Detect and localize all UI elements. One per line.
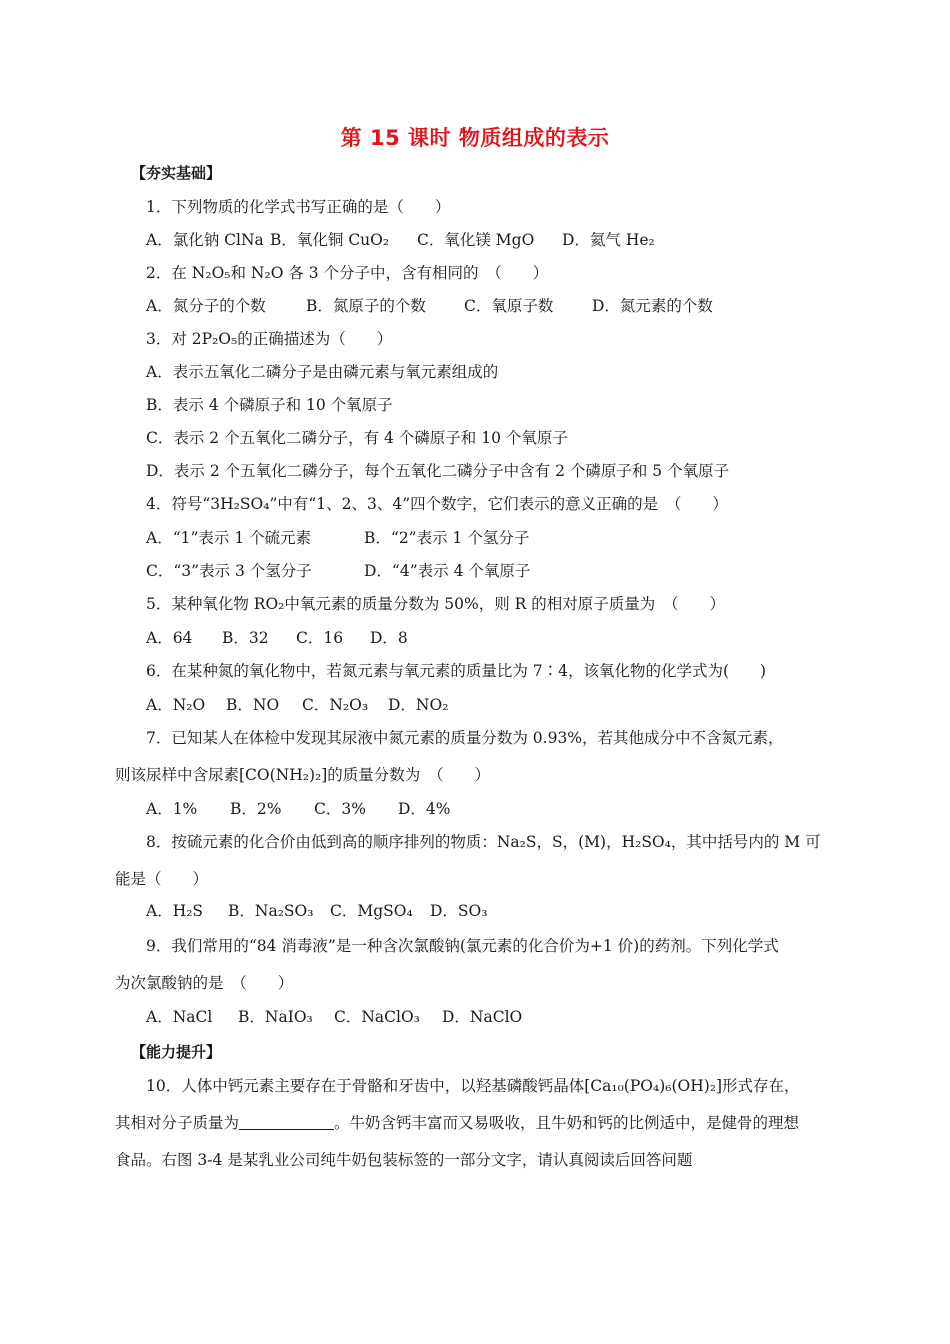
- question-6-stem: 6．在某种氮的氧化物中，若氮元素与氧元素的质量比为 7∶4，该氧化物的化学式为( ): [146, 662, 767, 680]
- question-9-stem-line2: 为次氯酸钠的是 （ ）: [115, 974, 294, 992]
- q2-option-a: A．氮分子的个数: [146, 297, 266, 315]
- q8-option-b: B．Na₂SO₃: [228, 902, 314, 920]
- question-3-stem: 3．对 2P₂O₅的正确描述为（ ）: [146, 330, 393, 348]
- q3-option-a: A．表示五氧化二磷分子是由磷元素与氧元素组成的: [146, 363, 499, 381]
- q4-option-d: D．“4”表示 4 个氧原子: [364, 562, 531, 580]
- page-title: 第 15 课时 物质组成的表示: [340, 126, 610, 150]
- q4-option-b: B．“2”表示 1 个氢分子: [364, 529, 530, 547]
- question-8-stem-line2: 能是（ ）: [115, 870, 209, 888]
- q6-option-b: B．NO: [226, 696, 280, 714]
- question-1-options: [146, 229, 871, 251]
- q7-option-d: D．4%: [398, 800, 451, 818]
- q6-option-d: D．NO₂: [388, 696, 449, 714]
- q10-text-after-blank: 。牛奶含钙丰富而又易吸收，且牛奶和钙的比例适中，是健骨的理想: [334, 1114, 800, 1132]
- q4-option-a: A．“1”表示 1 个硫元素: [146, 529, 312, 547]
- q9-option-c: C．NaClO₃: [334, 1008, 420, 1026]
- q3-option-d: D．表示 2 个五氧化二磷分子，每个五氧化二磷分子中含有 2 个磷原子和 5 个氧原子: [146, 462, 730, 480]
- q3-option-c: C．表示 2 个五氧化二磷分子，有 4 个磷原子和 10 个氧原子: [146, 429, 568, 447]
- q8-option-d: D．SO₃: [430, 902, 488, 920]
- question-10-line3: 食品。右图 3-4 是某乳业公司纯牛奶包装标签的一部分文字，请认真阅读后回答问题: [115, 1151, 693, 1169]
- question-5-options: [146, 627, 871, 649]
- q5-option-d: D．8: [370, 629, 408, 647]
- q1-option-d: D．氦气 He₂: [562, 231, 655, 249]
- question-5-stem: 5．某种氧化物 RO₂中氧元素的质量分数为 50%，则 R 的相对原子质量为 （ ）: [146, 595, 726, 613]
- q5-option-b: B．32: [222, 629, 269, 647]
- q6-option-a: A．N₂O: [146, 696, 206, 714]
- q8-option-a: A．H₂S: [146, 902, 204, 920]
- question-8-stem-line1: 8．按硫元素的化合价由低到高的顺序排列的物质：Na₂S，S，(M)，H₂SO₄，其中括号内的 M 可: [146, 833, 821, 851]
- question-4-options-cd: [146, 560, 871, 582]
- question-7-stem-line1: 7．已知某人在体检中发现其尿液中氮元素的质量分数为 0.93%，若其他成分中不含氮元素，: [146, 729, 784, 747]
- question-4-options-ab: [146, 527, 871, 549]
- q9-option-d: D．NaClO: [442, 1008, 523, 1026]
- q1-option-b: B．氧化铜 CuO₂: [270, 231, 390, 249]
- q6-option-c: C．N₂O₃: [302, 696, 369, 714]
- question-2-options: [146, 295, 871, 317]
- question-7-options: [146, 798, 871, 820]
- section-heading-advanced: 【能力提升】: [131, 1043, 222, 1061]
- q5-option-a: A．64: [146, 629, 193, 647]
- q7-option-b: B．2%: [230, 800, 282, 818]
- q7-option-a: A．1%: [146, 800, 198, 818]
- question-2-stem: 2．在 N₂O₅和 N₂O 各 3 个分子中，含有相同的 （ ）: [146, 264, 549, 282]
- q10-text-before-blank: 其相对分子质量为: [115, 1114, 240, 1132]
- q1-option-c: C．氧化镁 MgO: [417, 231, 535, 249]
- q8-option-c: C．MgSO₄: [330, 902, 413, 920]
- question-10-line2: [115, 1112, 840, 1134]
- q5-option-c: C．16: [296, 629, 344, 647]
- q1-option-a: A．氯化钠 ClNa: [146, 231, 264, 249]
- q3-option-b: B．表示 4 个磷原子和 10 个氧原子: [146, 396, 393, 414]
- q2-option-c: C．氧原子数: [464, 297, 554, 315]
- question-6-options: [146, 694, 871, 716]
- question-9-stem-line1: 9．我们常用的“84 消毒液”是一种含次氯酸钠(氯元素的化合价为+1 价)的药剂。下列化学式: [146, 937, 779, 955]
- question-10-line1: 10．人体中钙元素主要存在于骨骼和牙齿中，以羟基磷酸钙晶体[Ca₁₀(PO₄)₆(OH)₂]形式存在，: [146, 1077, 800, 1095]
- q2-option-d: D．氮元素的个数: [592, 297, 713, 315]
- question-4-stem: 4．符号“3H₂SO₄”中有“1、2、3、4”四个数字，它们表示的意义正确的是 （ ）: [146, 495, 728, 513]
- question-8-options: [146, 900, 871, 922]
- q7-option-c: C．3%: [314, 800, 366, 818]
- section-heading-basics: 【夯实基础】: [131, 164, 222, 182]
- q4-option-c: C．“3”表示 3 个氢分子: [146, 562, 312, 580]
- question-1-stem: 1．下列物质的化学式书写正确的是（ ）: [146, 198, 451, 216]
- question-7-stem-line2: 则该尿样中含尿素[CO(NH₂)₂]的质量分数为 （ ）: [115, 766, 491, 784]
- answer-blank[interactable]: [239, 1113, 334, 1130]
- q2-option-b: B．氮原子的个数: [306, 297, 426, 315]
- q9-option-b: B．NaIO₃: [238, 1008, 313, 1026]
- q9-option-a: A．NaCl: [146, 1008, 213, 1026]
- question-9-options: [146, 1006, 871, 1028]
